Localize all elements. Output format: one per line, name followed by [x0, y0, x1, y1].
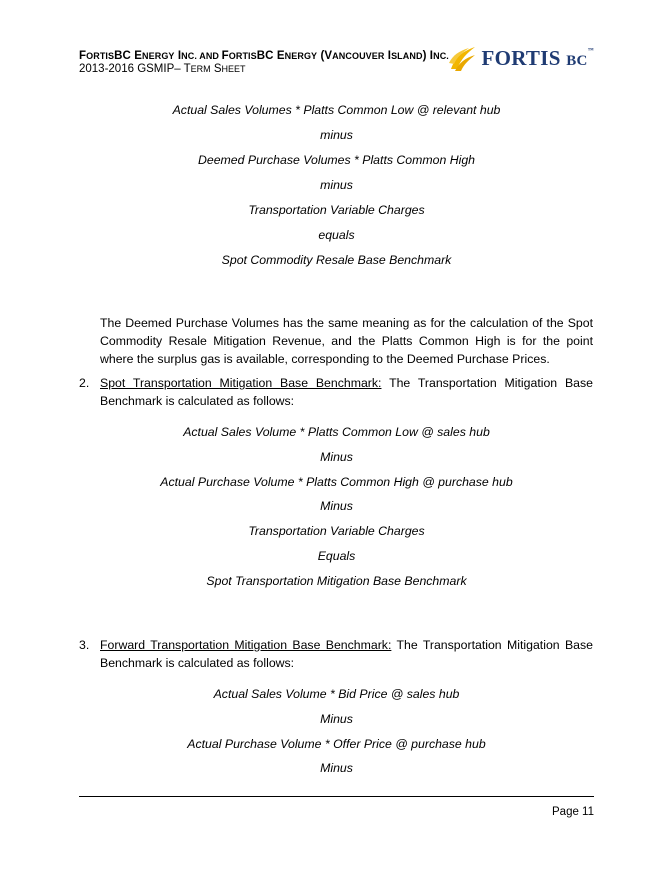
- item-title: Spot Transportation Mitigation Base Benchmark:: [100, 376, 382, 390]
- formula-line: Transportation Variable Charges: [248, 203, 425, 217]
- formula-line: Actual Purchase Volume * Offer Price @ purchase hub: [187, 737, 486, 751]
- formula-operator: Minus: [320, 761, 353, 775]
- formula-line: Actual Purchase Volume * Platts Common High @ purchase hub: [160, 475, 513, 489]
- list-item-2: [79, 374, 593, 410]
- formula-line: Deemed Purchase Volumes * Platts Common High: [197, 153, 476, 167]
- deemed-purchase-paragraph: The Deemed Purchase Volumes has the same meaning as for the calculation of the Spot Commodity Resale Mitigation Revenue, and the Platts Common High is for the point where the surplus gas is available, corresponding to the Deemed Purchase Prices.: [100, 316, 593, 366]
- formula-result: Spot Transportation Mitigation Base Benchmark: [206, 574, 467, 588]
- formula-line: Actual Sales Volume * Platts Common Low @ sales hub: [183, 425, 490, 439]
- formula-line: Actual Sales Volumes * Platts Common Low @ relevant hub: [172, 103, 501, 117]
- list-number: 3.: [79, 638, 90, 652]
- formula-line: Actual Sales Volume * Bid Price @ sales hub: [213, 687, 460, 701]
- formula-operator: minus: [320, 178, 353, 192]
- fortisbc-logo: [447, 42, 594, 74]
- header-company-line: FORTISBC ENERGY INC. AND FORTISBC ENERGY (VANCOUVER ISLAND) INC.: [79, 50, 449, 62]
- formula-operator: Minus: [320, 712, 353, 726]
- formula-operator: minus: [320, 128, 353, 142]
- item-text: The Transportation Mitigation Base Benchmark is calculated as follows:: [100, 638, 593, 670]
- formula-line: Transportation Variable Charges: [248, 524, 425, 538]
- footer-divider: [79, 796, 594, 797]
- header-subtitle: 2013-2016 GSMIP– TERM SHEET: [79, 63, 246, 75]
- item-title: Forward Transportation Mitigation Base Benchmark:: [100, 638, 392, 652]
- logo-wordmark: FORTIS BC™: [481, 45, 594, 70]
- formula-operator: Equals: [317, 549, 356, 563]
- list-item-3: [79, 636, 593, 672]
- page-number: Page 11: [552, 806, 594, 818]
- formula-operator: Minus: [320, 450, 353, 464]
- item-text: The Transportation Mitigation Base Benchmark is calculated as follows:: [100, 376, 593, 408]
- formula-operator: equals: [318, 228, 355, 242]
- list-number: 2.: [79, 376, 90, 390]
- flame-logo-icon: [447, 43, 477, 73]
- formula-operator: Minus: [320, 499, 353, 513]
- formula-result: Spot Commodity Resale Base Benchmark: [221, 253, 452, 267]
